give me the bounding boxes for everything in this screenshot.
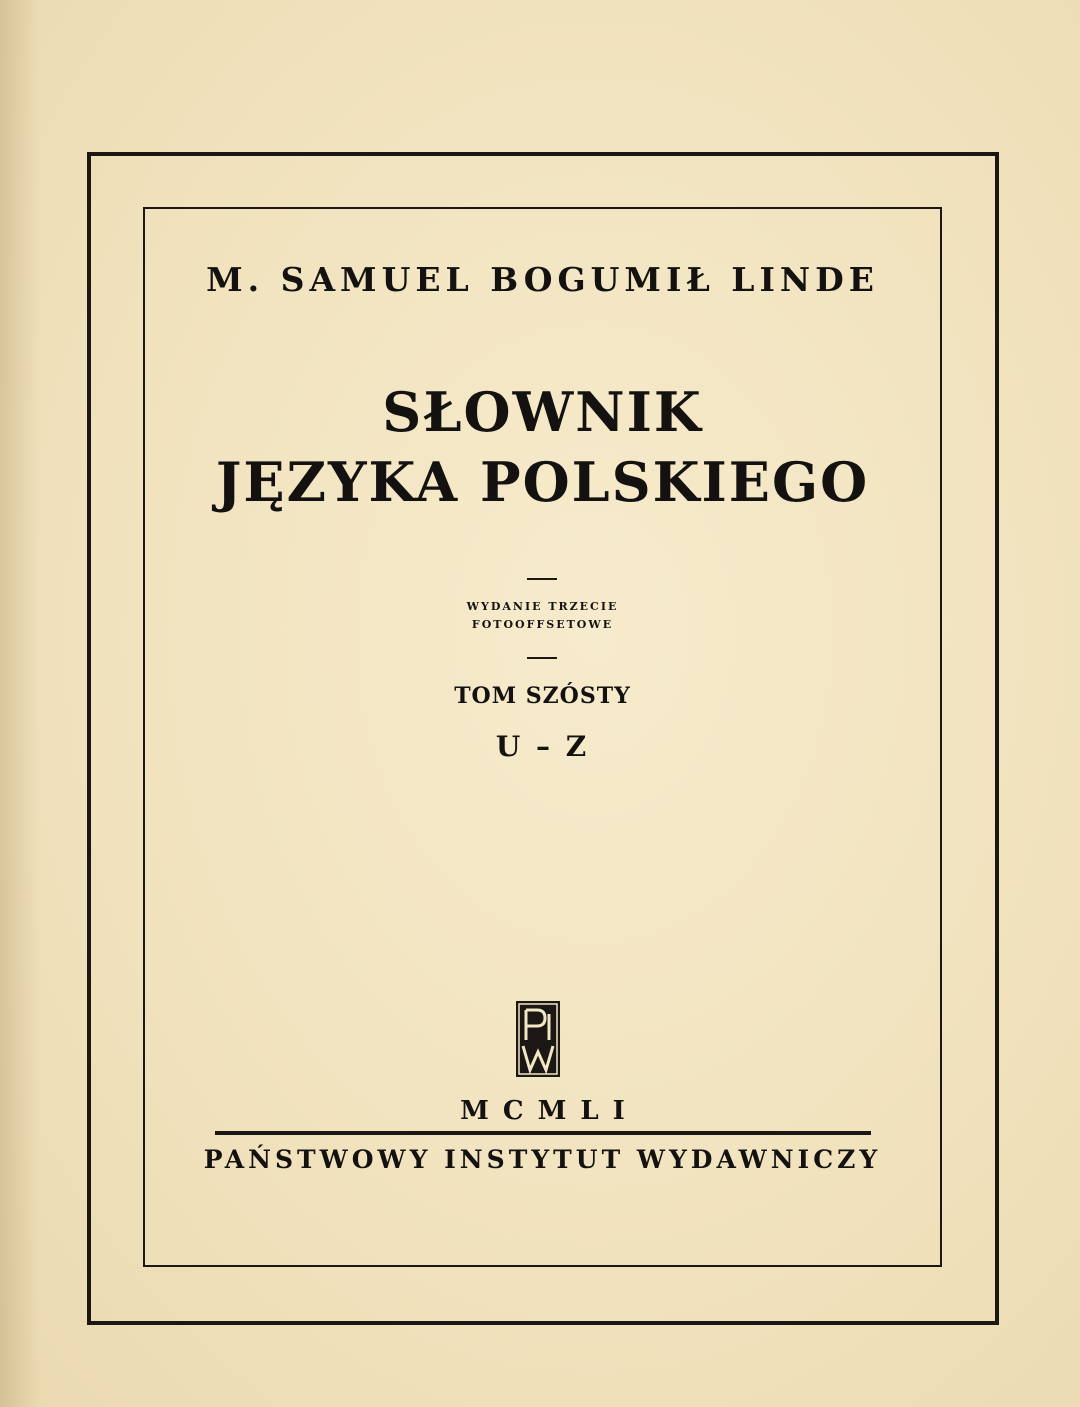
- publisher-rule: [215, 1131, 871, 1135]
- piw-publisher-logo-icon: [515, 1000, 561, 1078]
- author-name: M. SAMUEL BOGUMIŁ LINDE: [206, 260, 879, 299]
- title-line-2: JĘZYKA POLSKIEGO: [215, 450, 870, 514]
- divider-dash-bottom: [527, 657, 557, 659]
- edition-line-1: WYDANIE TRZECIE: [466, 600, 619, 613]
- volume-label: TOM SZÓSTY: [454, 683, 631, 709]
- publisher-name: PAŃSTWOWY INSTYTUT WYDAWNICZY: [203, 1145, 882, 1174]
- publication-year: MCMLI: [460, 1096, 639, 1126]
- letter-range: U – Z: [495, 730, 590, 763]
- spine-shadow: [0, 0, 40, 1407]
- title-line-1: SŁOWNIK: [382, 380, 703, 444]
- edition-line-2: FOTOOFFSETOWE: [471, 618, 614, 631]
- divider-dash-top: [527, 578, 557, 580]
